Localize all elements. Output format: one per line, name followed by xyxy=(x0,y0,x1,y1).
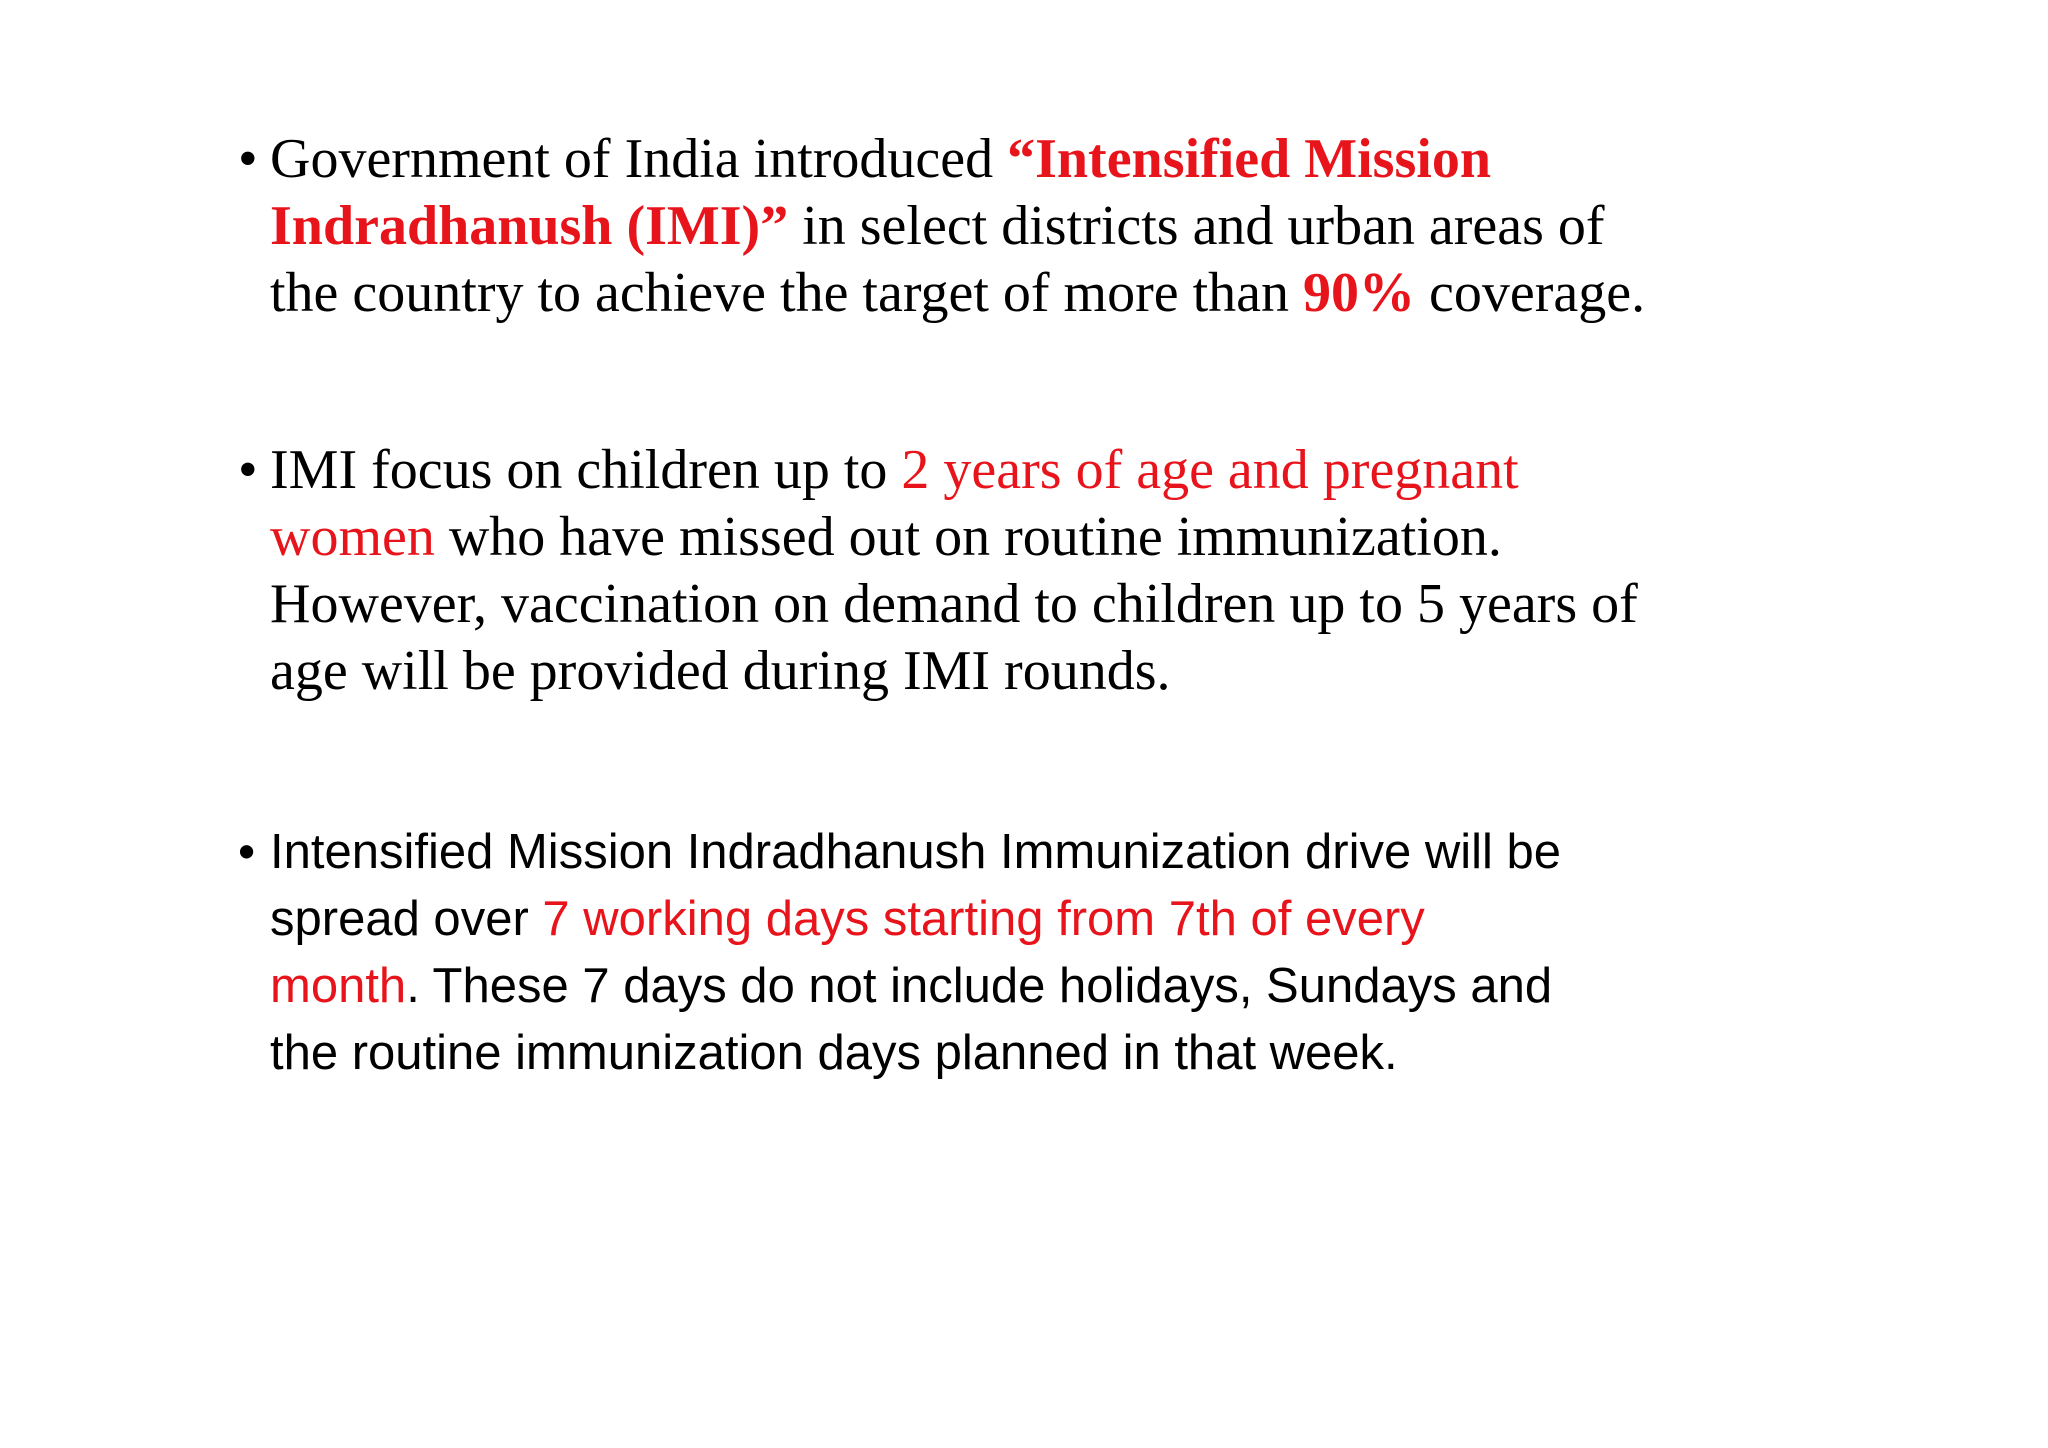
bullet-text xyxy=(270,126,1870,327)
text-run: age will be provided during IMI rounds. xyxy=(270,640,1171,702)
text-line xyxy=(270,819,1870,886)
text-line xyxy=(270,504,1870,571)
bullet-marker: • xyxy=(238,825,256,879)
text-line xyxy=(270,260,1870,327)
text-line xyxy=(270,126,1870,193)
text-line xyxy=(270,437,1870,504)
bullet-text xyxy=(270,437,1870,705)
bullet-marker: • xyxy=(238,128,258,190)
text-run: However, vaccination on demand to children up to 5 years of xyxy=(270,573,1638,635)
text-line xyxy=(270,886,1870,953)
highlight-run: 2 years of age and pregnant xyxy=(901,439,1519,501)
bullet-text xyxy=(270,819,1870,1087)
text-run: who have missed out on routine immunization. xyxy=(434,506,1502,568)
text-line xyxy=(270,953,1870,1020)
bullet-marker: • xyxy=(238,439,258,501)
highlight-run: women xyxy=(270,506,435,568)
text-line xyxy=(270,571,1870,638)
text-run: . These 7 days do not include holidays, Sundays and xyxy=(406,959,1553,1013)
highlight-run: Indradhanush (IMI)” xyxy=(270,195,789,257)
text-run: in select districts and urban areas of xyxy=(788,195,1605,257)
text-run: the routine immunization days planned in that week. xyxy=(270,1026,1398,1080)
text-run: Government of India introduced xyxy=(270,128,1008,190)
text-line xyxy=(270,193,1870,260)
highlight-run: 90% xyxy=(1303,262,1416,324)
highlight-run: 7 working days starting from 7th of every xyxy=(542,892,1425,946)
text-run: IMI focus on children up to xyxy=(270,439,902,501)
text-line xyxy=(270,1020,1870,1087)
text-line xyxy=(270,638,1870,705)
text-run: spread over xyxy=(270,892,543,946)
text-run: coverage. xyxy=(1415,262,1646,324)
highlight-run: month xyxy=(270,959,407,1013)
text-run: the country to achieve the target of more than xyxy=(270,262,1304,324)
text-run: Intensified Mission Indradhanush Immunization drive will be xyxy=(270,825,1561,879)
highlight-run: “Intensified Mission xyxy=(1007,128,1491,190)
